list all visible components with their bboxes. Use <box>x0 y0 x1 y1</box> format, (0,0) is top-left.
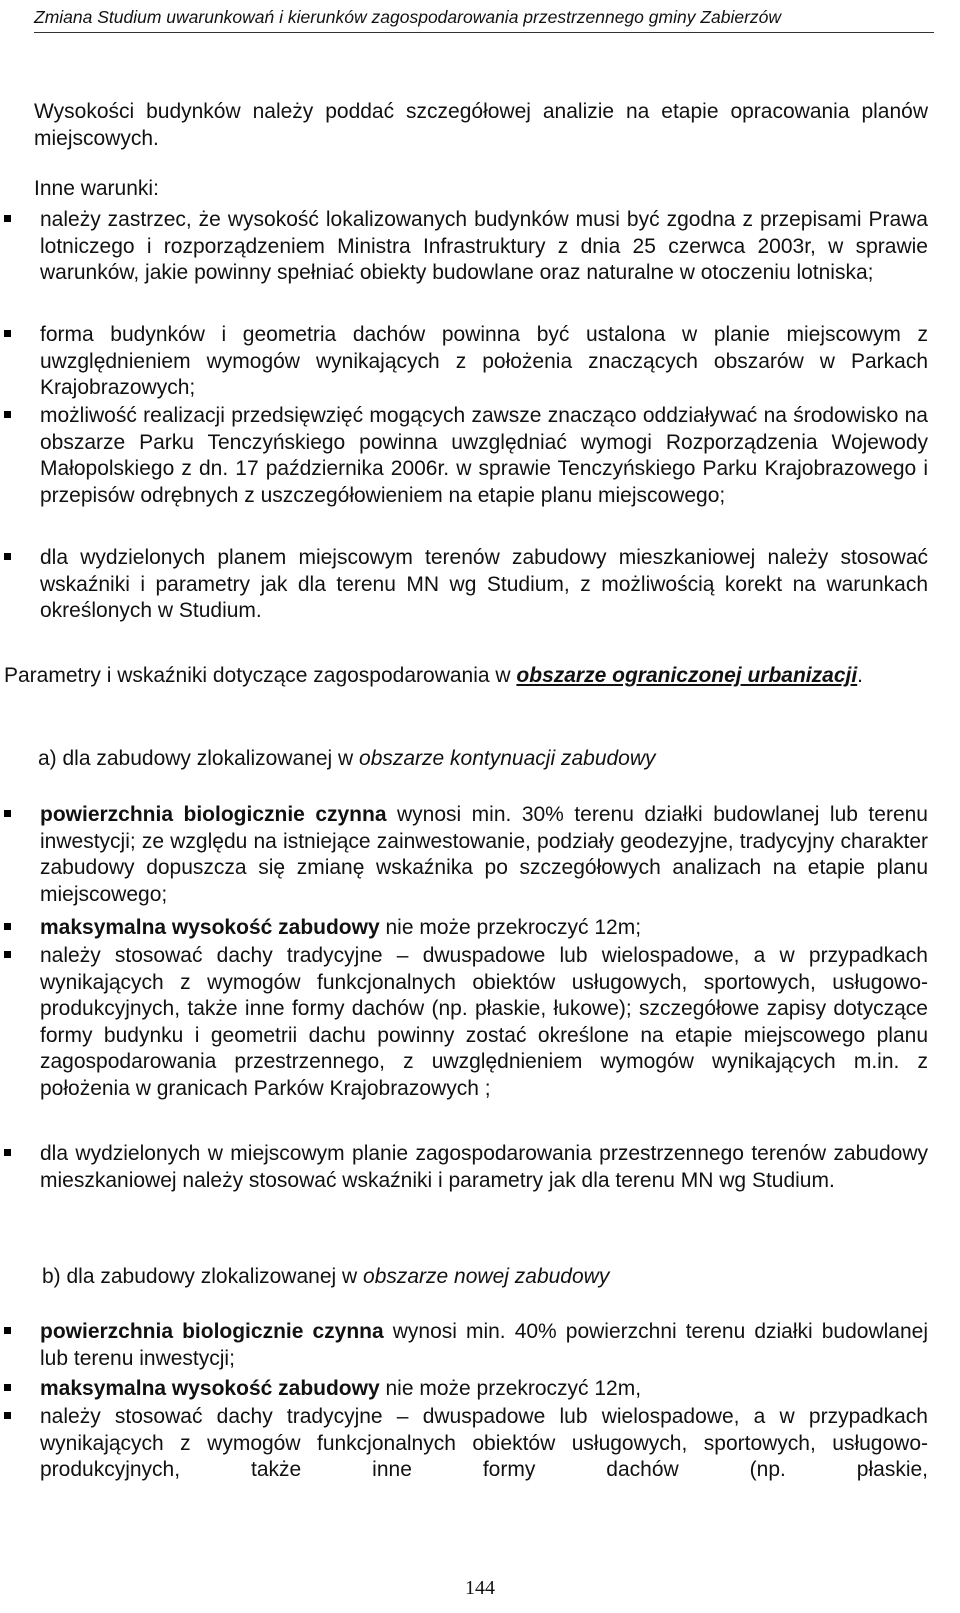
item-text: należy stosować dachy tradycyjne – dwuspadowe lub wielospadowe, a w przypadkach wynikających z wymogów funkcjonalnych obiektów usługowych, sportowych, usługowo- produkcyjnych, także inne formy dachów (np. płaskie, łukowe); szczegółowe zapisy dotyczące formy budynku i geometrii dachu powinny zostać określone na etapie miejscowego planu zagospodarowania przestrzennego, z uwzględnieniem wymogów wynikających m.in. z położenia w granicach Parków Krajobrazowych ; <box>40 944 928 1100</box>
condition-item-4: dla wydzielonych planem miejscowym terenów zabudowy mieszkaniowej należy stosować wskaźniki i parametry jak dla terenu MN wg Studium, z możliwością korekt na warunkach określonych w Studium. <box>40 546 928 622</box>
params-paragraph <box>4 663 928 690</box>
item-text: należy stosować dachy tradycyjne – dwuspadowe lub wielospadowe, a w przypadkach wynikających z wymogów funkcjonalnych obiektów usługowych, sportowych, usługowo- produkcyjnych, także inne formy dachów (np. płaskie, <box>40 1405 928 1481</box>
params-tail: . <box>857 664 864 687</box>
params-lead: Parametry i wskaźniki dotyczące zagospodarowania w <box>4 664 511 687</box>
section-b-heading <box>42 1264 609 1291</box>
bullet-icon <box>4 553 11 560</box>
item-bold-label: maksymalna wysokość zabudowy <box>40 1377 380 1400</box>
bullet-icon <box>4 810 11 817</box>
item-text: dla wydzielonych w miejscowym planie zagospodarowania przestrzennego terenów zabudowy mieszkaniowej należy stosować wskaźniki i parametry jak dla terenu MN wg Studium. <box>40 1142 928 1192</box>
item-bold-label: maksymalna wysokość zabudowy <box>40 916 380 939</box>
intro-paragraph: Wysokości budynków należy poddać szczegółowej analizie na etapie opracowania planów miejscowych. <box>34 100 928 150</box>
item-text: nie może przekroczyć 12m; <box>379 916 642 939</box>
bullet-icon <box>4 923 11 930</box>
bullet-icon <box>4 1412 11 1419</box>
page-header: Zmiana Studium uwarunkowań i kierunków zagospodarowania przestrzennego gminy Zabierzów <box>34 7 782 27</box>
section-a-emphasis: obszarze kontynuacji zabudowy <box>359 747 656 770</box>
bullet-icon <box>4 330 11 337</box>
section-b-item-3 <box>40 1404 928 1484</box>
section-b-lead: b) dla zabudowy zlokalizowanej w <box>42 1265 358 1288</box>
item-text: wynosi min. 30% terenu działki budowlanej lub terenu inwestycji; ze względu na istniejące zainwestowanie, podziały geodezyjne, tradycyjny charakter zabudowy dopuszcza się zmianę wskaźnika po szczegółowych analizach na etapie planu miejscowego; <box>40 803 928 906</box>
section-a-item-3 <box>40 943 928 1102</box>
section-a-item-2 <box>40 915 928 942</box>
section-a-heading <box>38 746 656 773</box>
section-b-emphasis: obszarze nowej zabudowy <box>363 1265 610 1288</box>
section-b-item-2 <box>40 1376 928 1403</box>
bullet-icon <box>4 1384 11 1391</box>
other-conditions-label: Inne warunki: <box>34 177 159 200</box>
condition-item-3: możliwość realizacji przedsięwzięć mogących zawsze znacząco oddziaływać na środowisko na obszarze Parku Tenczyńskiego powinna uwzględniać wymogi Rozporządzenia Wojewody Małopolskiego z dn. 17 października 2006r. w sprawie Tenczyńskiego Parku Krajobrazowego i przepisów odrębnych z uszczegółowieniem na etapie planu miejscowego; <box>40 404 928 507</box>
section-b-item-1 <box>40 1319 928 1372</box>
item-text: nie może przekroczyć 12m, <box>379 1377 642 1400</box>
bullet-icon <box>4 951 11 958</box>
header-rule <box>34 32 934 33</box>
section-a-item-1 <box>40 802 928 908</box>
page-number: 144 <box>465 1577 495 1599</box>
bullet-icon <box>4 215 11 222</box>
item-text: wynosi min. 40% powierzchni terenu działki budowlanej lub terenu inwestycji; <box>40 1320 928 1370</box>
section-a-item-4 <box>40 1141 928 1194</box>
bullet-icon <box>4 411 11 418</box>
item-bold-label: powierzchnia biologicznie czynna <box>40 803 387 826</box>
bullet-icon <box>4 1327 11 1334</box>
params-emphasis: obszarze ograniczonej urbanizacji <box>516 664 858 687</box>
condition-item-2: forma budynków i geometria dachów powinna być ustalona w planie miejscowym z uwzględnieniem wymogów wynikających z położenia znaczących obszarów w Parkach Krajobrazowych; <box>40 323 928 399</box>
bullet-icon <box>4 1149 11 1156</box>
item-bold-label: powierzchnia biologicznie czynna <box>40 1320 384 1343</box>
condition-item-1: należy zastrzec, że wysokość lokalizowanych budynków musi być zgodna z przepisami Prawa lotniczego i rozporządzeniem Ministra Infrastruktury z dnia 25 czerwca 2003r, w sprawie warunków, jakie powinny spełniać obiekty budowlane oraz naturalne w otoczeniu lotniska; <box>40 208 928 284</box>
section-a-lead: a) dla zabudowy zlokalizowanej w <box>38 747 354 770</box>
